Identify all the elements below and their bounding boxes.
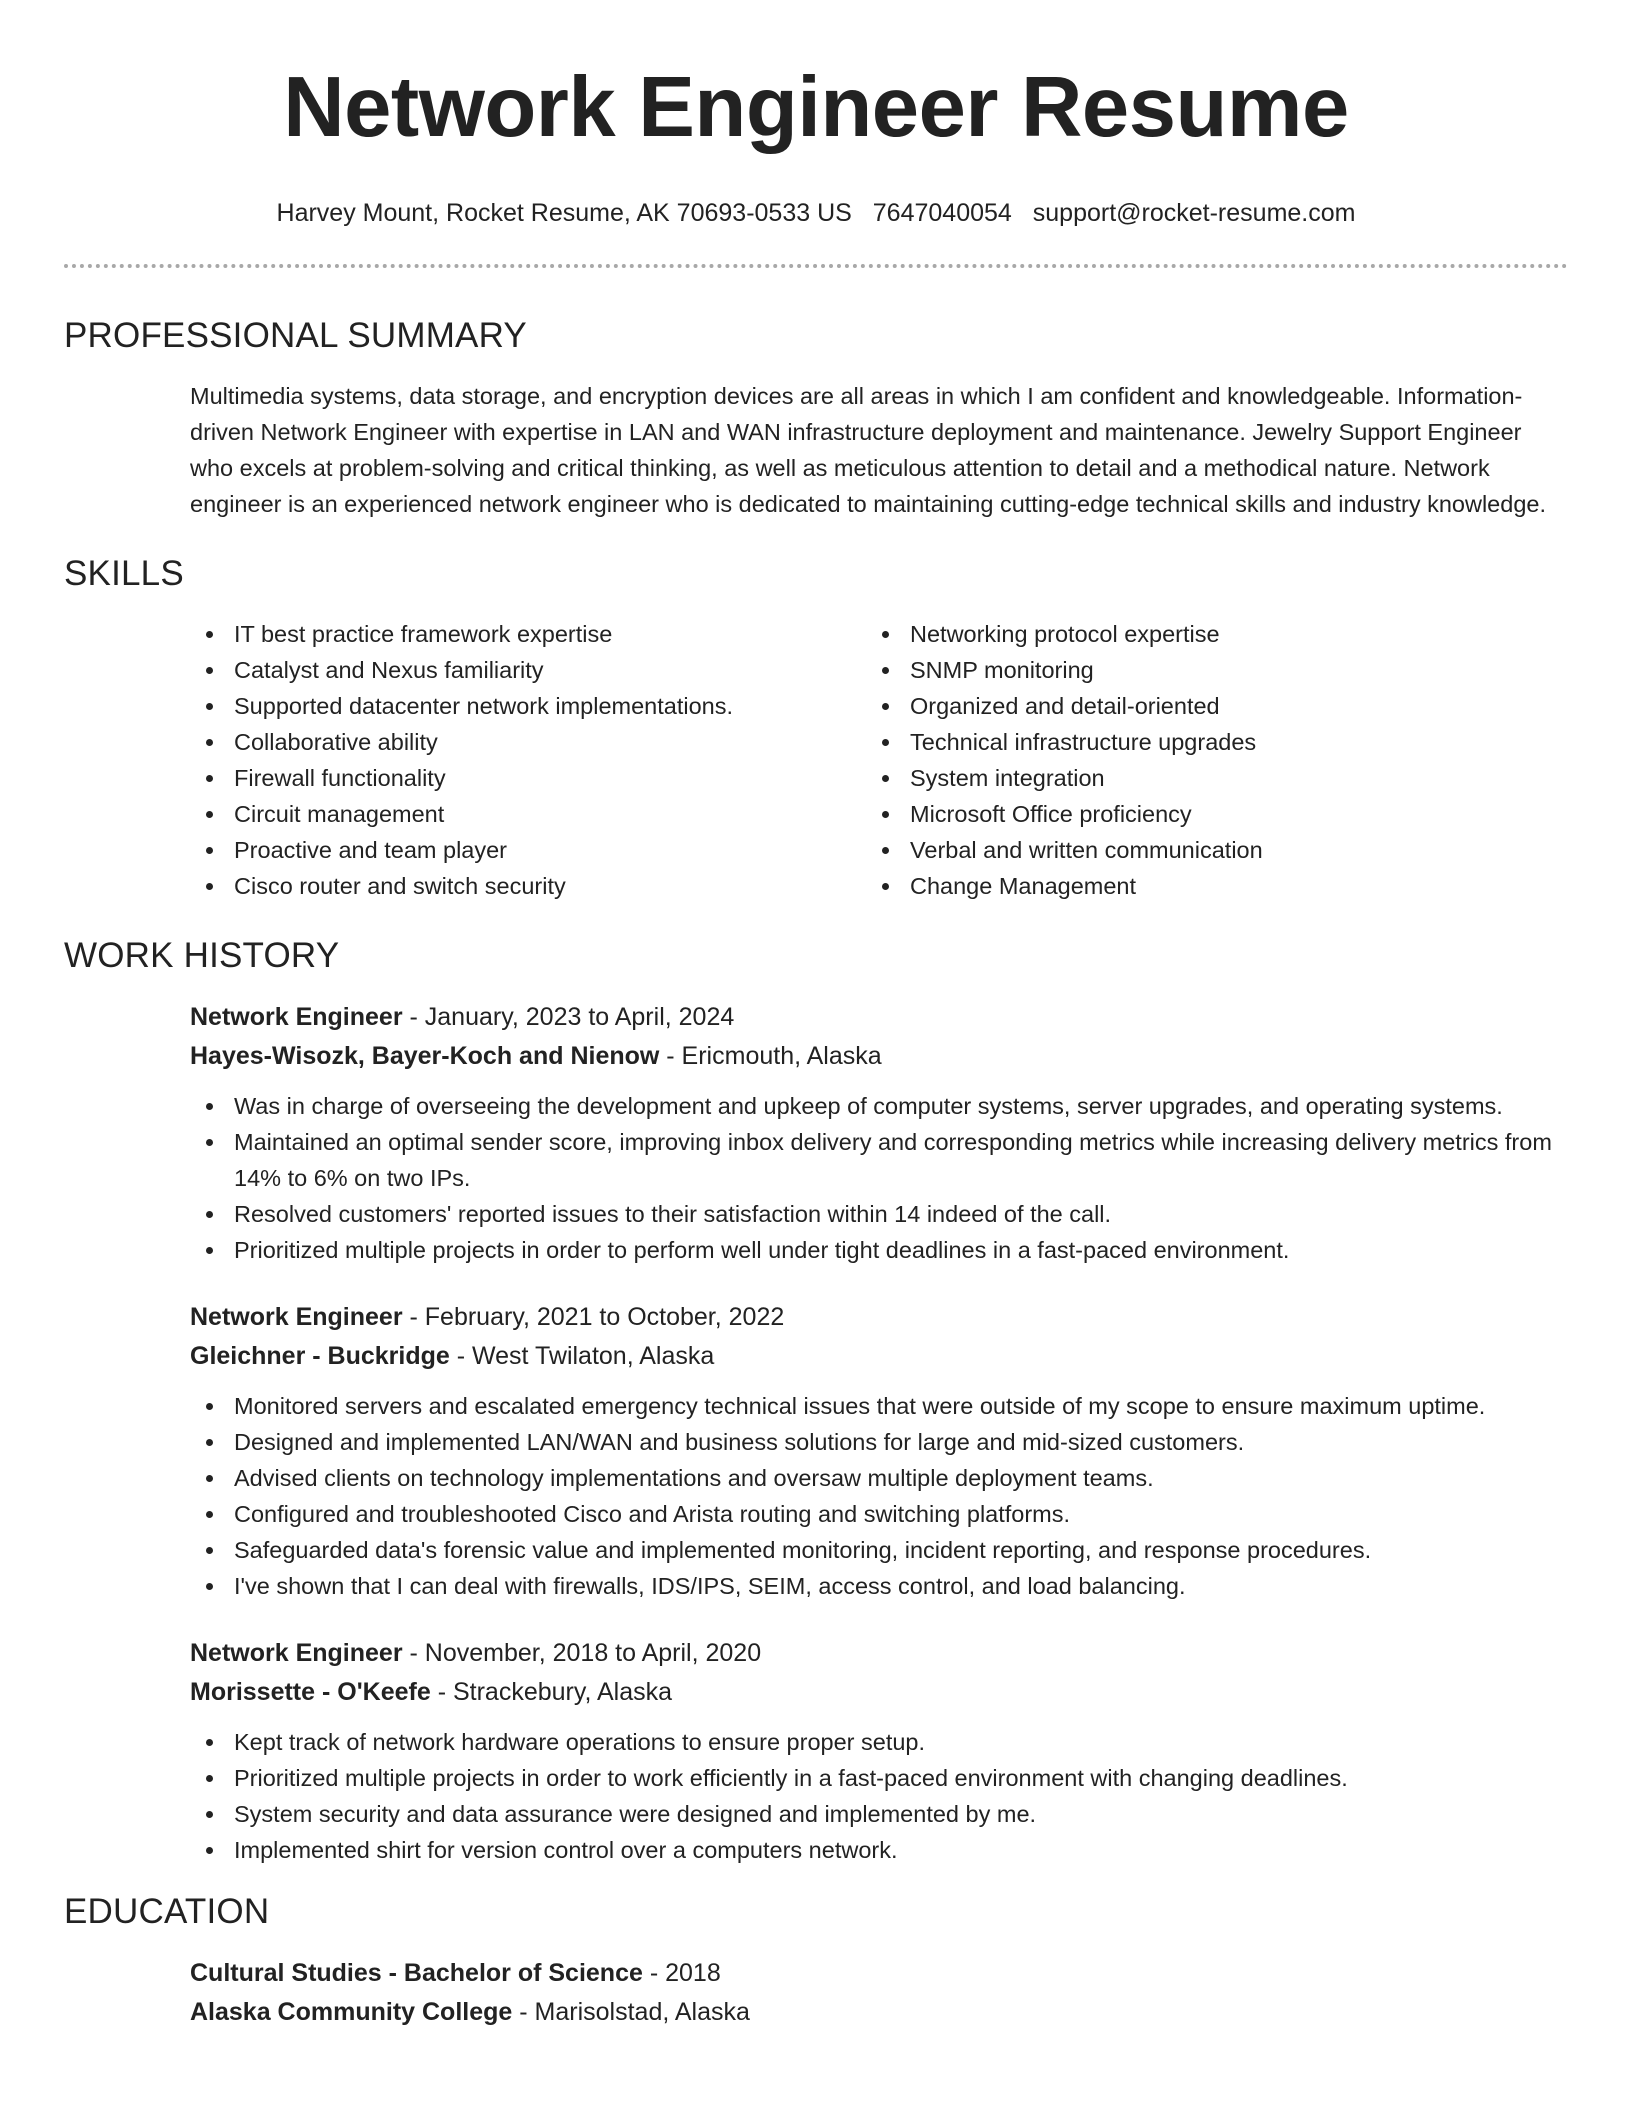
skill-item: SNMP monitoring (866, 652, 1542, 688)
contact-email: support@rocket-resume.com (1032, 199, 1356, 227)
job-duty-item: Implemented shirt for version control over a computers network. (190, 1832, 1568, 1868)
skill-item: Technical infrastructure upgrades (866, 724, 1542, 760)
job-duty-item: Maintained an optimal sender score, improving inbox delivery and corresponding metrics while increasing delivery metrics from 14% to 6% on two IPs. (190, 1124, 1568, 1196)
job-company: Morissette - O'Keefe (190, 1678, 431, 1706)
skill-item: IT best practice framework expertise (190, 616, 866, 652)
contact-line (64, 198, 1568, 228)
education-entry (190, 1954, 1568, 2032)
skill-item: Change Management (866, 868, 1542, 904)
education-degree-line (190, 1954, 1568, 1993)
contact-phone: 7647040054 (872, 199, 1012, 227)
skill-item: Firewall functionality (190, 760, 866, 796)
job-company: Hayes-Wisozk, Bayer-Koch and Nienow (190, 1042, 660, 1070)
skill-item: Proactive and team player (190, 832, 866, 868)
job-duty-item: I've shown that I can deal with firewalls, IDS/IPS, SEIM, access control, and load balancing. (190, 1568, 1568, 1604)
skills-column-right (866, 616, 1542, 904)
skill-item: Networking protocol expertise (866, 616, 1542, 652)
job-duty-item: System security and data assurance were designed and implemented by me. (190, 1796, 1568, 1832)
job-duty-item: Resolved customers' reported issues to their satisfaction within 14 indeed of the call. (190, 1196, 1568, 1232)
job-company: Gleichner - Buckridge (190, 1342, 450, 1370)
summary-text: Multimedia systems, data storage, and encryption devices are all areas in which I am confident and knowledgeable. Information-driven Network Engineer with expertise in LAN and WAN infrastructure deployment and maintenance. Jewelry Support Engineer who excels at problem-solving and critical thinking, as well as meticulous attention to detail and a methodical nature. Network engineer is an experienced network engineer who is dedicated to maintaining cutting-edge technical skills and industry knowledge. (190, 383, 1546, 517)
skill-item: System integration (866, 760, 1542, 796)
education-section (64, 1890, 1568, 2032)
work-history-section (64, 934, 1568, 1868)
job-duties (190, 1088, 1568, 1268)
summary-heading: PROFESSIONAL SUMMARY (64, 316, 527, 355)
job-dates: - January, 2023 to April, 2024 (402, 1003, 735, 1031)
skills-heading: SKILLS (64, 554, 184, 593)
education-degree: Cultural Studies - Bachelor of Science (190, 1959, 643, 1987)
job-duties (190, 1724, 1568, 1868)
job-location: - Ericmouth, Alaska (659, 1042, 882, 1070)
job-dates: - February, 2021 to October, 2022 (402, 1303, 785, 1331)
job-entry (190, 998, 1568, 1268)
resume-title: Network Engineer Resume (283, 60, 1349, 155)
job-role: Network Engineer (190, 1639, 403, 1667)
job-location: - Strackebury, Alaska (430, 1678, 673, 1706)
job-duty-item: Prioritized multiple projects in order to perform well under tight deadlines in a fast-paced environment. (190, 1232, 1568, 1268)
job-title-line (190, 998, 1568, 1037)
skill-item: Circuit management (190, 796, 866, 832)
skill-item: Organized and detail-oriented (866, 688, 1542, 724)
job-entry (190, 1634, 1568, 1868)
skill-item: Cisco router and switch security (190, 868, 866, 904)
header-divider (64, 264, 1568, 268)
job-company-line (190, 1337, 1568, 1376)
job-duty-item: Prioritized multiple projects in order to work efficiently in a fast-paced environment with changing deadlines. (190, 1760, 1568, 1796)
job-title-line (190, 1298, 1568, 1337)
job-duty-item: Safeguarded data's forensic value and implemented monitoring, incident reporting, and response procedures. (190, 1532, 1568, 1568)
skills-column-left (190, 616, 866, 904)
skill-item: Catalyst and Nexus familiarity (190, 652, 866, 688)
education-school: Alaska Community College (190, 1998, 513, 2026)
job-entry (190, 1298, 1568, 1604)
job-duty-item: Monitored servers and escalated emergency technical issues that were outside of my scope to ensure maximum uptime. (190, 1388, 1568, 1424)
skills-grid (190, 616, 1568, 904)
contact-address: Harvey Mount, Rocket Resume, AK 70693-0533 US (276, 199, 852, 227)
job-role: Network Engineer (190, 1303, 403, 1331)
skill-item: Collaborative ability (190, 724, 866, 760)
education-school-line (190, 1993, 1568, 2032)
education-year: - 2018 (642, 1959, 721, 1987)
skill-item: Microsoft Office proficiency (866, 796, 1542, 832)
job-duties (190, 1388, 1568, 1604)
education-heading: EDUCATION (64, 1892, 270, 1931)
job-duty-item: Kept track of network hardware operations to ensure proper setup. (190, 1724, 1568, 1760)
job-duty-item: Designed and implemented LAN/WAN and business solutions for large and mid-sized customers. (190, 1424, 1568, 1460)
work-history-heading: WORK HISTORY (64, 936, 340, 975)
job-title-line (190, 1634, 1568, 1673)
skill-item: Supported datacenter network implementations. (190, 688, 866, 724)
job-duty-item: Configured and troubleshooted Cisco and Arista routing and switching platforms. (190, 1496, 1568, 1532)
job-duty-item: Advised clients on technology implementations and oversaw multiple deployment teams. (190, 1460, 1568, 1496)
education-location: - Marisolstad, Alaska (512, 1998, 750, 2026)
job-company-line (190, 1673, 1568, 1712)
skill-item: Verbal and written communication (866, 832, 1542, 868)
job-duty-item: Was in charge of overseeing the development and upkeep of computer systems, server upgrades, and operating systems. (190, 1088, 1568, 1124)
job-location: - West Twilaton, Alaska (449, 1342, 715, 1370)
summary-section (64, 314, 1568, 522)
job-dates: - November, 2018 to April, 2020 (402, 1639, 762, 1667)
job-role: Network Engineer (190, 1003, 403, 1031)
skills-section (64, 552, 1568, 904)
job-company-line (190, 1037, 1568, 1076)
